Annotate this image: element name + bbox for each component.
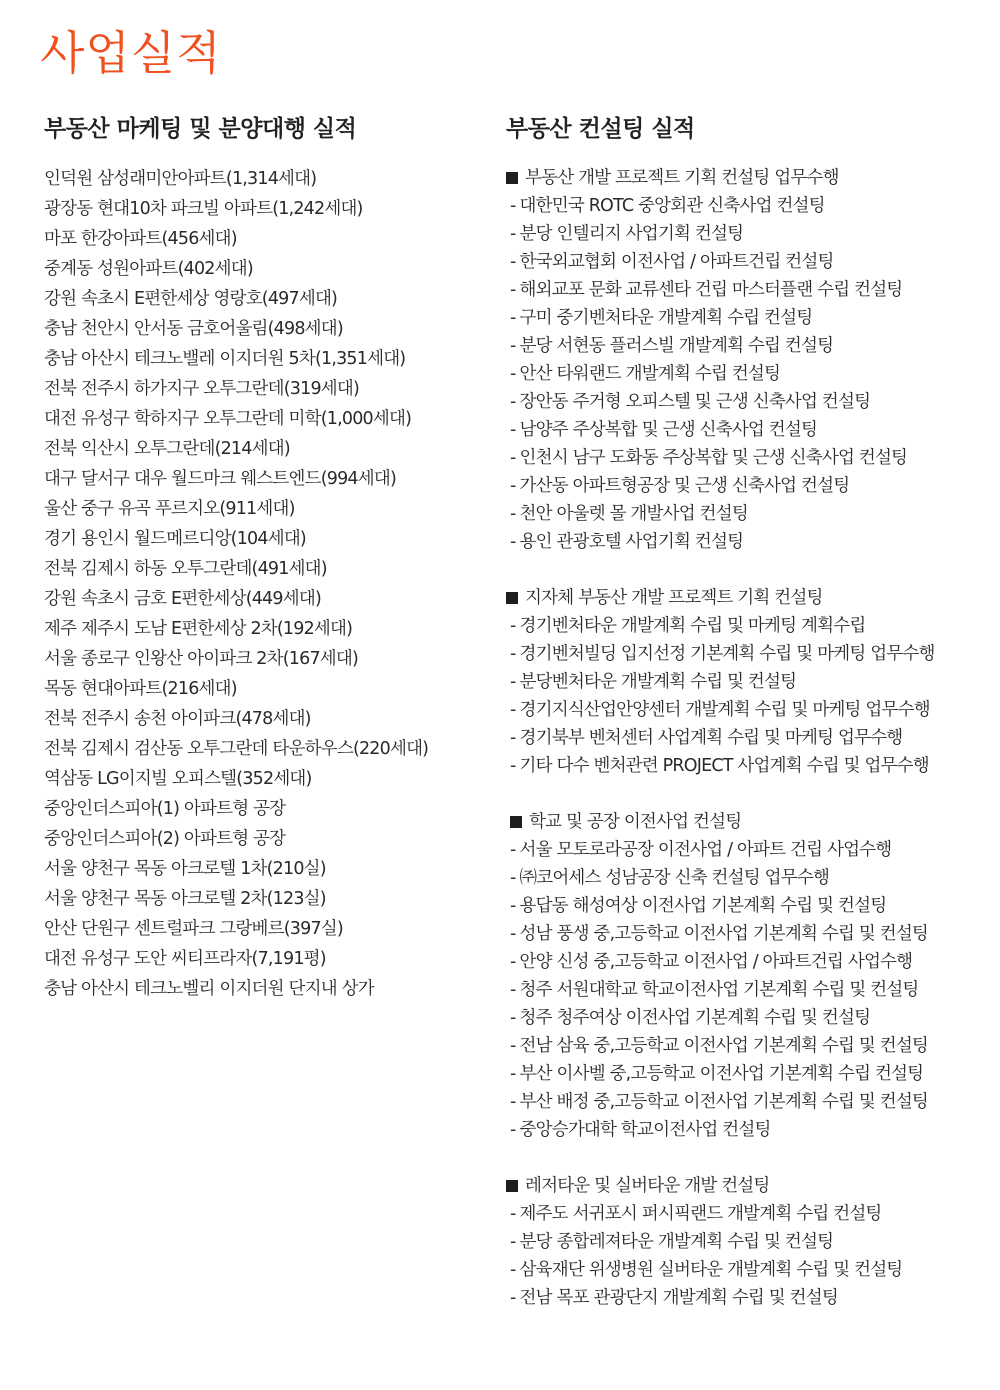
list-item: 전북 전주시 송천 아이파크(478세대) <box>44 709 311 729</box>
dash-bullet: - <box>510 952 516 972</box>
list-item <box>506 920 986 948</box>
list-item: 마포 한강아파트(456세대) <box>44 229 237 249</box>
group-title <box>506 584 986 612</box>
list-item-text: 분당 종합레져타운 개발계획 수립 및 컨설팅 <box>519 1232 834 1252</box>
dash-bullet: - <box>510 476 516 496</box>
list-item-text: 청주 청주여상 이전사업 기본계획 수립 및 컨설팅 <box>519 1008 871 1028</box>
dash-bullet: - <box>510 364 516 384</box>
group-title-text: 학교 및 공장 이전사업 컨설팅 <box>529 812 742 832</box>
list-item <box>506 528 986 556</box>
list-item-text: 경기지식산업안양센터 개발계획 수립 및 마케팅 업무수행 <box>519 700 930 720</box>
list-item: 서울 양천구 목동 아크로텔 1차(210실) <box>44 859 326 879</box>
group-title-text: 지자체 부동산 개발 프로젝트 기획 컨설팅 <box>525 588 823 608</box>
list-item-text: 분당 서현동 플러스빌 개발계획 수립 컨설팅 <box>519 336 834 356</box>
dash-bullet: - <box>510 756 516 776</box>
consulting-group <box>506 164 986 556</box>
list-item <box>506 1032 986 1060</box>
dash-bullet: - <box>510 644 516 664</box>
marketing-sales-heading: 부동산 마케팅 및 분양대행 실적 <box>44 116 357 142</box>
dash-bullet: - <box>510 1232 516 1252</box>
list-item <box>506 332 986 360</box>
list-item <box>506 248 986 276</box>
list-item: 광장동 현대10차 파크빌 아파트(1,242세대) <box>44 199 363 219</box>
list-item-text: ㈜코어세스 성남공장 신축 컨설팅 업무수행 <box>519 868 830 888</box>
group-list <box>506 612 986 780</box>
list-item <box>506 304 986 332</box>
group-list <box>506 1200 986 1312</box>
dash-bullet: - <box>510 420 516 440</box>
group-title <box>506 164 986 192</box>
list-item: 충남 아산시 테크노밸레 이지더원 5차(1,351세대) <box>44 349 406 369</box>
dash-bullet: - <box>510 700 516 720</box>
list-item-text: 남양주 주상복합 및 근생 신축사업 컨설팅 <box>519 420 818 440</box>
list-item: 울산 중구 유곡 푸르지오(911세대) <box>44 499 295 519</box>
dash-bullet: - <box>510 1064 516 1084</box>
list-item: 중계동 성원아파트(402세대) <box>44 259 253 279</box>
page-title: 사업실적 <box>40 26 222 80</box>
list-item-text: 대한민국 ROTC 중앙회관 신축사업 컨설팅 <box>519 196 825 216</box>
list-item <box>506 1228 986 1256</box>
dash-bullet: - <box>510 252 516 272</box>
dash-bullet: - <box>510 868 516 888</box>
list-item: 인덕원 삼성래미안아파트(1,314세대) <box>44 169 317 189</box>
consulting-group <box>506 584 986 780</box>
list-item-text: 경기북부 벤처센터 사업계획 수립 및 마케팅 업무수행 <box>519 728 903 748</box>
list-item <box>506 1088 986 1116</box>
list-item-text: 분당 인텔리지 사업기획 컨설팅 <box>519 224 744 244</box>
dash-bullet: - <box>510 1260 516 1280</box>
marketing-sales-list <box>44 164 484 1004</box>
list-item-text: 기타 다수 벤처관련 PROJECT 사업계획 수립 및 업무수행 <box>519 756 929 776</box>
list-item <box>506 192 986 220</box>
group-title-text: 부동산 개발 프로젝트 기획 컨설팅 업무수행 <box>525 168 839 188</box>
list-item <box>506 1256 986 1284</box>
list-item: 역삼동 LG이지빌 오피스텔(352세대) <box>44 769 312 789</box>
list-item <box>506 948 986 976</box>
list-item: 제주 제주시 도남 E편한세상 2차(192세대) <box>44 619 353 639</box>
list-item: 대전 유성구 도안 씨티프라자(7,191평) <box>44 949 326 969</box>
list-item <box>506 500 986 528</box>
group-list <box>506 192 986 556</box>
square-bullet-icon <box>510 816 522 828</box>
list-item-text: 구미 중기벤처타운 개발계획 수립 컨설팅 <box>519 308 813 328</box>
dash-bullet: - <box>510 532 516 552</box>
dash-bullet: - <box>510 896 516 916</box>
dash-bullet: - <box>510 672 516 692</box>
list-item <box>506 1200 986 1228</box>
dash-bullet: - <box>510 840 516 860</box>
list-item <box>506 976 986 1004</box>
list-item: 전북 전주시 하가지구 오투그란데(319세대) <box>44 379 360 399</box>
list-item <box>506 472 986 500</box>
list-item-text: 경기벤처타운 개발계획 수립 및 마케팅 계획수립 <box>519 616 866 636</box>
list-item-text: 가산동 아파트형공장 및 근생 신축사업 컨설팅 <box>519 476 850 496</box>
list-item <box>506 696 986 724</box>
list-item: 강원 속초시 금호 E편한세상(449세대) <box>44 589 321 609</box>
list-item-text: 삼육재단 위생병원 실버타운 개발계획 수립 및 컨설팅 <box>519 1260 903 1280</box>
list-item <box>506 416 986 444</box>
list-item: 서울 양천구 목동 아크로텔 2차(123실) <box>44 889 326 909</box>
list-item <box>506 724 986 752</box>
list-item: 대구 달서구 대우 월드마크 웨스트엔드(994세대) <box>44 469 396 489</box>
list-item <box>506 864 986 892</box>
consulting-heading: 부동산 컨설팅 실적 <box>506 116 695 142</box>
list-item: 서울 종로구 인왕산 아이파크 2차(167세대) <box>44 649 359 669</box>
list-item <box>506 892 986 920</box>
list-item <box>506 276 986 304</box>
group-title <box>506 808 986 836</box>
dash-bullet: - <box>510 196 516 216</box>
dash-bullet: - <box>510 616 516 636</box>
consulting-group <box>506 808 986 1144</box>
list-item-text: 천안 아울렛 몰 개발사업 컨설팅 <box>519 504 748 524</box>
list-item-text: 성남 풍생 중,고등학교 이전사업 기본계획 수립 및 컨설팅 <box>519 924 929 944</box>
list-item <box>506 668 986 696</box>
list-item <box>506 220 986 248</box>
list-item-text: 전남 목포 관광단지 개발계획 수립 및 컨설팅 <box>519 1288 838 1308</box>
list-item <box>506 640 986 668</box>
list-item <box>506 612 986 640</box>
list-item-text: 제주도 서귀포시 퍼시픽랜드 개발계획 수립 컨설팅 <box>519 1204 882 1224</box>
list-item-text: 안산 타워랜드 개발계획 수립 컨설팅 <box>519 364 781 384</box>
dash-bullet: - <box>510 224 516 244</box>
dash-bullet: - <box>510 448 516 468</box>
list-item <box>506 388 986 416</box>
list-item <box>506 1060 986 1088</box>
list-item-text: 부산 배정 중,고등학교 이전사업 기본계획 수립 및 컨설팅 <box>519 1092 929 1112</box>
list-item-text: 안양 신성 중,고등학교 이전사업 / 아파트건립 사업수행 <box>519 952 913 972</box>
list-item-text: 한국외교협회 이전사업 / 아파트건립 컨설팅 <box>519 252 834 272</box>
consulting-group <box>506 1172 986 1312</box>
list-item: 전북 익산시 오투그란데(214세대) <box>44 439 290 459</box>
list-item-text: 분당벤처타운 개발계획 수립 및 컨설팅 <box>519 672 797 692</box>
list-item-text: 전남 삼육 중,고등학교 이전사업 기본계획 수립 및 컨설팅 <box>519 1036 929 1056</box>
consulting-groups <box>506 164 986 1312</box>
group-title <box>506 1172 986 1200</box>
list-item: 충남 천안시 안서동 금호어울림(498세대) <box>44 319 343 339</box>
list-item-text: 장안동 주거형 오피스텔 및 근생 신축사업 컨설팅 <box>519 392 871 412</box>
list-item: 전북 김제시 검산동 오투그란데 타운하우스(220세대) <box>44 739 429 759</box>
list-item: 목동 현대아파트(216세대) <box>44 679 237 699</box>
list-item-text: 서울 모토로라공장 이전사업 / 아파트 건립 사업수행 <box>519 840 892 860</box>
list-item: 강원 속초시 E편한세상 영랑호(497세대) <box>44 289 338 309</box>
list-item-text: 인천시 남구 도화동 주상복합 및 근생 신축사업 컨설팅 <box>519 448 908 468</box>
list-item-text: 청주 서원대학교 학교이전사업 기본계획 수립 및 컨설팅 <box>519 980 919 1000</box>
list-item: 경기 용인시 월드메르디앙(104세대) <box>44 529 306 549</box>
list-item: 충남 아산시 테크노벨리 이지더원 단지내 상가 <box>44 979 374 999</box>
group-title-text: 레저타운 및 실버타운 개발 컨설팅 <box>525 1176 770 1196</box>
group-list <box>506 836 986 1144</box>
consulting-column <box>506 114 986 1340</box>
list-item-text: 경기벤처빌딩 입지선정 기본계획 수립 및 마케팅 업무수행 <box>519 644 935 664</box>
list-item <box>506 1284 986 1312</box>
list-item: 중앙인더스피아(1) 아파트형 공장 <box>44 799 286 819</box>
list-item <box>506 836 986 864</box>
list-item <box>506 444 986 472</box>
list-item-text: 용인 관광호텔 사업기획 컨설팅 <box>519 532 744 552</box>
dash-bullet: - <box>510 336 516 356</box>
list-item-text: 부산 이사벨 중,고등학교 이전사업 기본계획 수립 컨설팅 <box>519 1064 924 1084</box>
list-item <box>506 1004 986 1032</box>
list-item-text: 용답동 해성여상 이전사업 기본계획 수립 및 컨설팅 <box>519 896 887 916</box>
square-bullet-icon <box>506 1180 518 1192</box>
dash-bullet: - <box>510 980 516 1000</box>
list-item <box>506 752 986 780</box>
dash-bullet: - <box>510 1120 516 1140</box>
dash-bullet: - <box>510 728 516 748</box>
dash-bullet: - <box>510 1008 516 1028</box>
dash-bullet: - <box>510 1204 516 1224</box>
dash-bullet: - <box>510 1092 516 1112</box>
dash-bullet: - <box>510 280 516 300</box>
list-item: 전북 김제시 하동 오투그란데(491세대) <box>44 559 327 579</box>
dash-bullet: - <box>510 392 516 412</box>
dash-bullet: - <box>510 924 516 944</box>
square-bullet-icon <box>506 592 518 604</box>
list-item: 안산 단원구 센트럴파크 그랑베르(397실) <box>44 919 343 939</box>
list-item: 대전 유성구 학하지구 오투그란데 미학(1,000세대) <box>44 409 412 429</box>
marketing-sales-column <box>44 114 484 1004</box>
list-item <box>506 360 986 388</box>
list-item <box>506 1116 986 1144</box>
list-item-text: 중앙승가대학 학교이전사업 컨설팅 <box>519 1120 771 1140</box>
square-bullet-icon <box>506 172 518 184</box>
dash-bullet: - <box>510 308 516 328</box>
list-item: 중앙인더스피아(2) 아파트형 공장 <box>44 829 286 849</box>
list-item-text: 해외교포 문화 교류센타 건립 마스터플랜 수립 컨설팅 <box>519 280 903 300</box>
dash-bullet: - <box>510 1036 516 1056</box>
dash-bullet: - <box>510 1288 516 1308</box>
dash-bullet: - <box>510 504 516 524</box>
